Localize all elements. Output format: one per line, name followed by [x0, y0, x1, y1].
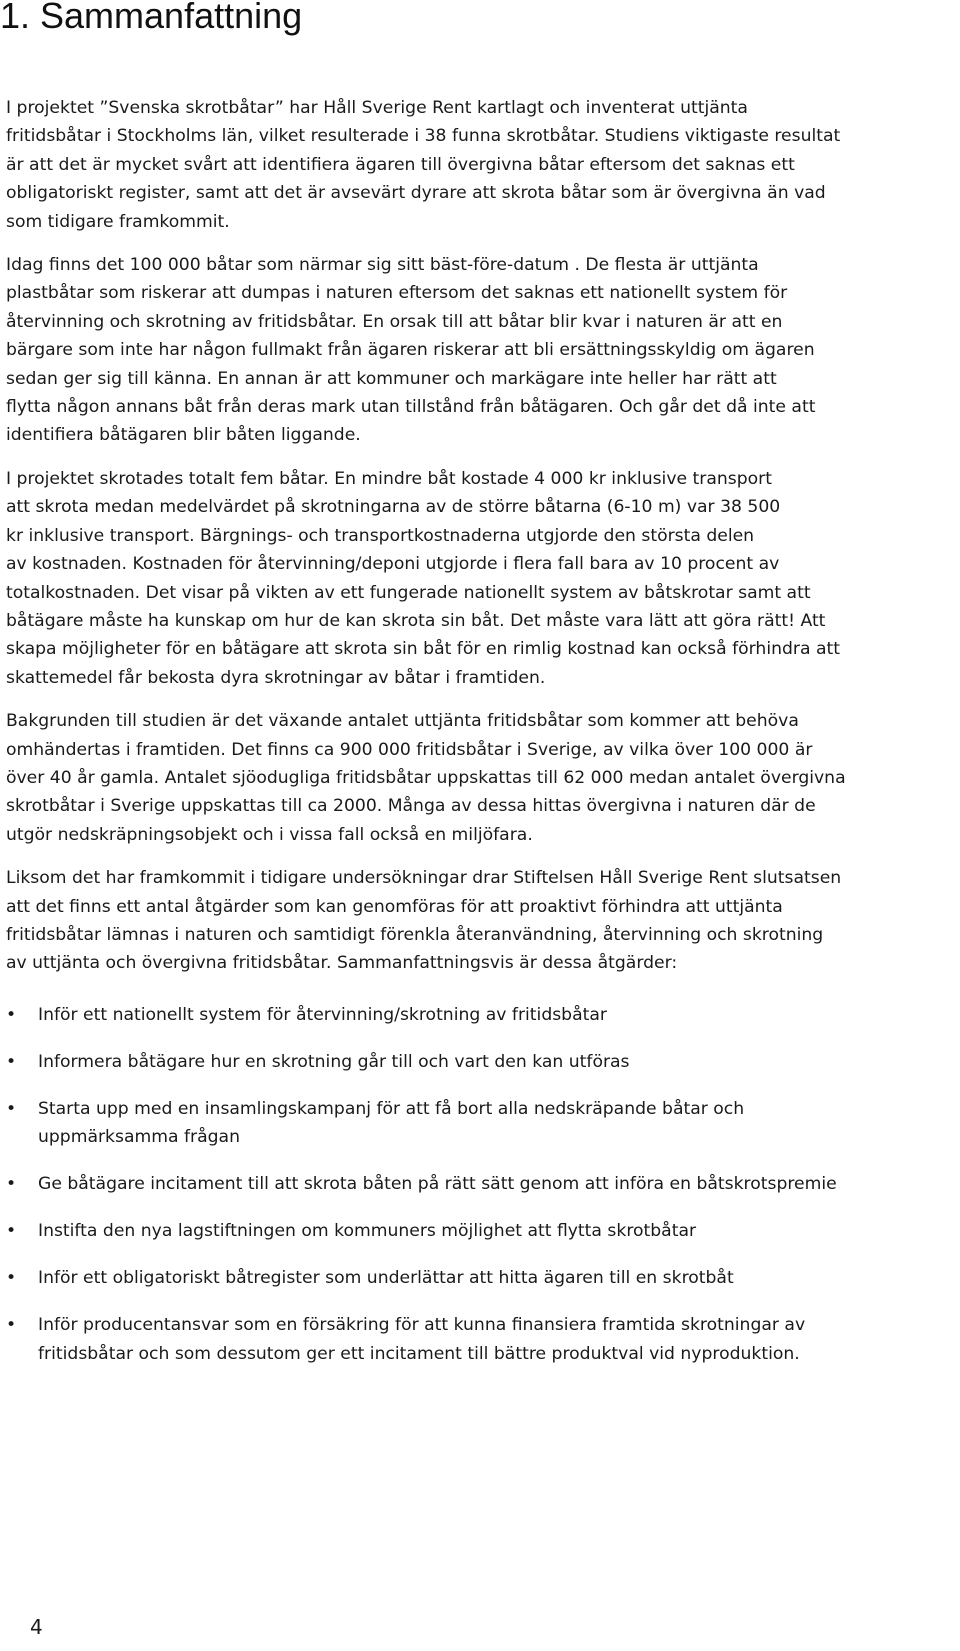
list-item-text: uppmärksamma frågan	[38, 1127, 240, 1148]
bullet-icon: •	[6, 1051, 17, 1072]
section-heading: 1. Sammanfattning	[0, 0, 303, 36]
list-item-text: Instifta den nya lagstiftningen om kommuners möjlighet att flytta skrotbåtar	[38, 1221, 697, 1242]
text-line: totalkostnaden. Det visar på vikten av ett fungerade nationellt system av båtskrotar samt att	[6, 582, 811, 603]
text-line: båtägare måste ha kunskap om hur de kan skrota sin båt. Det måste vara lätt att göra rätt! Att	[6, 610, 826, 631]
list-item	[6, 1217, 960, 1245]
list-item-text: Inför ett nationellt system för återvinning/skrotning av fritidsbåtar	[38, 1004, 607, 1025]
paragraph-project-results	[6, 94, 960, 236]
list-item	[6, 1311, 960, 1368]
text-line: flytta någon annans båt från deras mark utan tillstånd från båtägaren. Och går det då inte att	[6, 397, 816, 418]
text-line: I projektet ”Svenska skrotbåtar” har Håll Sverige Rent kartlagt och inventerat uttjänta	[6, 98, 748, 118]
list-item-text: Informera båtägare hur en skrotning går till och vart den kan utföras	[38, 1051, 630, 1072]
paragraph-costs	[6, 465, 960, 692]
text-line: som tidigare framkommit.	[6, 211, 230, 232]
list-item-text: Ge båtägare incitament till att skrota båten på rätt sätt genom att införa en båtskrotspremie	[38, 1174, 837, 1195]
text-line: Idag finns det 100 000 båtar som närmar sig sitt bäst-före-datum . De flesta är uttjänta	[6, 255, 759, 276]
paragraph-boats-today	[6, 251, 960, 450]
text-line: skapa möjligheter för en båtägare att skrota sin båt för en rimlig kostnad kan också förhindra att	[6, 639, 840, 660]
list-item-text: Starta upp med en insamlingskampanj för att få bort alla nedskräpande båtar och	[38, 1098, 745, 1119]
text-line: skattemedel får bekosta dyra skrotningar av båtar i framtiden.	[6, 667, 546, 688]
text-line: att skrota medan medelvärdet på skrotningarna av de större båtarna (6-10 m) var 38 500	[6, 497, 781, 518]
list-item	[6, 1048, 960, 1076]
list-item-text: Inför producentansvar som en försäkring för att kunna finansiera framtida skrotningar av	[38, 1315, 806, 1336]
text-line: I projektet skrotades totalt fem båtar. En mindre båt kostade 4 000 kr inklusive transport	[6, 468, 772, 489]
bullet-icon: •	[6, 1315, 17, 1336]
summary-body	[6, 94, 960, 1387]
bullet-icon: •	[6, 1174, 17, 1195]
text-line: att det finns ett antal åtgärder som kan genomföras för att proaktivt förhindra att uttjänta	[6, 896, 783, 917]
bullet-icon: •	[6, 1098, 17, 1119]
list-item-text: fritidsbåtar och som dessutom ger ett incitament till bättre produktval vid nyproduktion.	[38, 1343, 800, 1364]
list-item	[6, 1095, 960, 1152]
paragraph-conclusion	[6, 864, 960, 978]
text-line: omhändertas i framtiden. Det finns ca 900 000 fritidsbåtar i Sverige, av vilka över 100 000 är	[6, 739, 813, 760]
text-line: över 40 år gamla. Antalet sjöodugliga fritidsbåtar uppskattas till 62 000 medan antalet övergivna	[6, 767, 846, 788]
text-line: fritidsbåtar lämnas i naturen och samtidigt förenkla återanvändning, återvinning och skrotning	[6, 924, 824, 945]
text-line: är att det är mycket svårt att identifiera ägaren till övergivna båtar eftersom det saknas ett	[6, 154, 795, 175]
list-item	[6, 1170, 960, 1198]
text-line: plastbåtar som riskerar att dumpas i naturen eftersom det saknas ett nationellt system för	[6, 283, 788, 304]
text-line: kr inklusive transport. Bärgnings- och transportkostnaderna utgjorde den största delen	[6, 525, 755, 546]
bullet-icon: •	[6, 1268, 17, 1289]
text-line: Liksom det har framkommit i tidigare undersökningar drar Stiftelsen Håll Sverige Rent slutsatsen	[6, 868, 842, 889]
paragraph-background	[6, 707, 960, 849]
page-number: 4	[30, 1615, 43, 1639]
text-line: identifiera båtägaren blir båten liggande.	[6, 425, 361, 446]
text-line: bärgare som inte har någon fullmakt från ägaren riskerar att bli ersättningsskyldig om ägaren	[6, 340, 815, 361]
text-line: av uttjänta och övergivna fritidsbåtar. Sammanfattningsvis är dessa åtgärder:	[6, 953, 678, 974]
list-item	[6, 1001, 960, 1029]
measures-list	[6, 1001, 960, 1368]
text-line: Bakgrunden till studien är det växande antalet uttjänta fritidsbåtar som kommer att behöva	[6, 711, 799, 732]
bullet-icon: •	[6, 1004, 17, 1025]
list-item	[6, 1264, 960, 1292]
bullet-icon: •	[6, 1221, 17, 1242]
text-line: utgör nedskräpningsobjekt och i vissa fall också en miljöfara.	[6, 824, 533, 845]
text-line: sedan ger sig till känna. En annan är att kommuner och markägare inte heller har rätt att	[6, 368, 777, 389]
text-line: återvinning och skrotning av fritidsbåtar. En orsak till att båtar blir kvar i naturen är att en	[6, 311, 783, 332]
text-line: fritidsbåtar i Stockholms län, vilket resulterade i 38 funna skrotbåtar. Studiens viktigaste resultat	[6, 126, 841, 147]
text-line: av kostnaden. Kostnaden för återvinning/deponi utgjorde i flera fall bara av 10 procent av	[6, 554, 780, 575]
text-line: skrotbåtar i Sverige uppskattas till ca 2000. Många av dessa hittas övergivna i naturen där de	[6, 796, 816, 817]
list-item-text: Inför ett obligatoriskt båtregister som underlättar att hitta ägaren till en skrotbåt	[38, 1268, 734, 1289]
text-line: obligatoriskt register, samt att det är avsevärt dyrare att skrota båtar som är övergivna än vad	[6, 183, 826, 204]
